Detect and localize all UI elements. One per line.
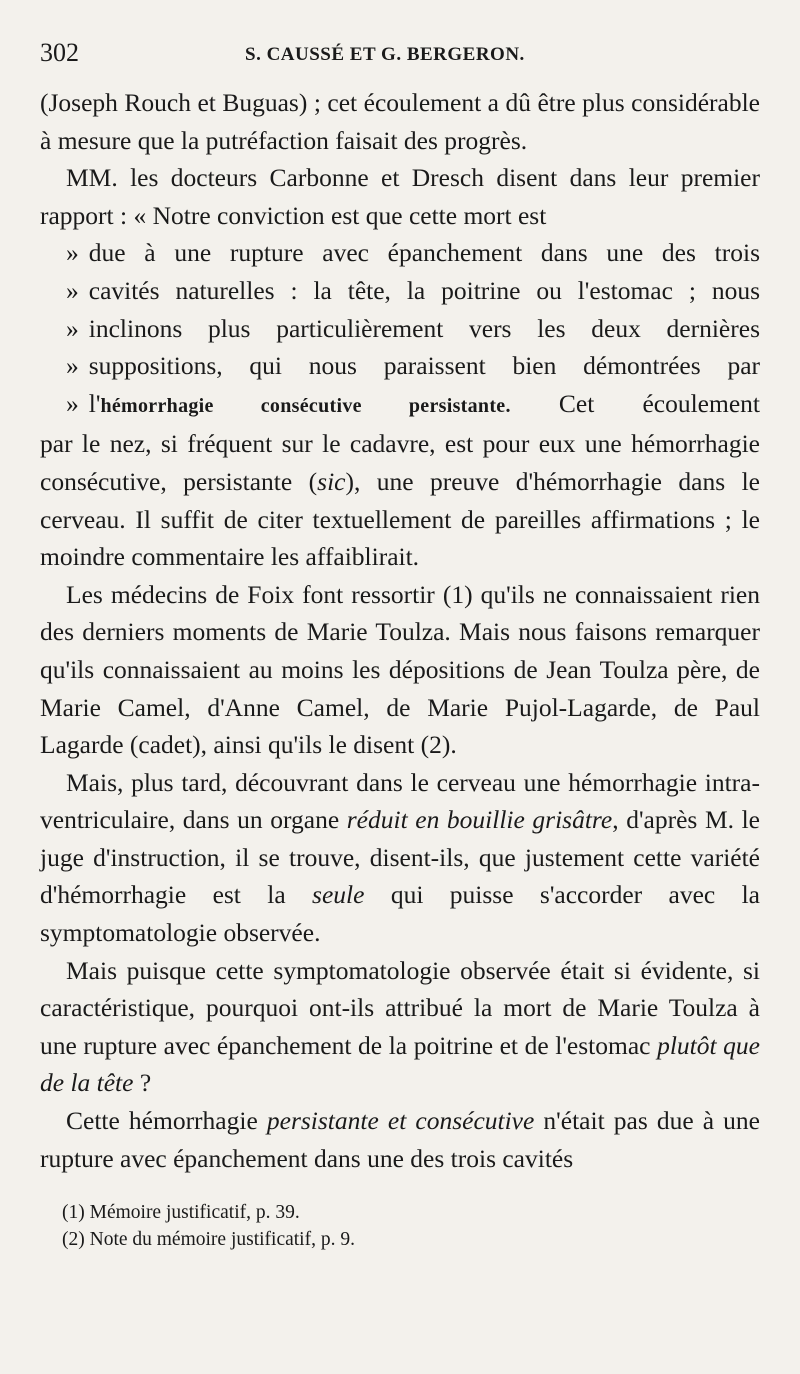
italic-phrase: réduit en bouillie grisâtre <box>346 805 613 835</box>
quote-mark: » <box>66 313 79 343</box>
quote-line-2: » cavités naturelles : la tête, la poitrine ou l'estomac ; nous <box>66 275 760 305</box>
quote-mark: » <box>66 238 79 268</box>
quote-line-5: » l'hémorrhagie consécutive persistante. Cet écoulement <box>66 388 760 418</box>
paragraph-2-intro: MM. les docteurs Carbonne et Dresch disent dans leur premier rapport : « Notre conviction est que cette mort est <box>40 163 760 230</box>
quote-mark: » <box>66 388 79 418</box>
quote-line-1: » due à une rupture avec épanchement dans une des trois <box>66 238 760 268</box>
quote-line-4: » suppositions, qui nous paraissent bien démontrées par <box>66 351 760 381</box>
page-number: 302 <box>40 38 79 67</box>
paragraph-1: (Joseph Rouch et Buguas) ; cet écoulement a dû être plus considérable à mesure que la putréfaction faisait des progrès. <box>40 88 760 155</box>
italic-phrase: persistante et consécutive <box>266 1106 535 1136</box>
body-text <box>40 84 760 1177</box>
footnote-1: (1) Mémoire justificatif, p. 39. <box>62 1202 300 1224</box>
paragraph-4: Mais, plus tard, découvrant dans le cerveau une hémorrhagie intra-ventriculaire, dans un organe réduit en bouillie grisâtre, d'après M. le juge d'instruction, il se trouve, disent-ils, que justement cette variété d'hémorrhagie est la seule qui puisse s'accorder avec la symptomatologie observée. <box>40 767 761 948</box>
footnotes <box>40 1199 760 1253</box>
quote-mark: » <box>66 351 79 381</box>
italic-phrase: plutôt que de la tête <box>40 1030 760 1098</box>
footnote-2: (2) Note du mémoire justificatif, p. 9. <box>62 1229 355 1251</box>
bold-phrase: hémorrhagie consécutive persistante. <box>100 394 511 417</box>
quote-mark: » <box>66 275 79 305</box>
paragraph-3: Les médecins de Foix font ressortir (1) qu'ils ne connaissaient rien des derniers moments de Marie Toulza. Mais nous faisons remarquer qu'ils connaissaient au moins les dépositions de Jean Toulza père, de Marie Camel, d'Anne Camel, de Marie Pujol-Lagarde, de Paul Lagarde (cadet), ainsi qu'ils le disent (2). <box>40 579 760 760</box>
paragraph-6: Cette hémorrhagie persistante et consécutive n'était pas due à une rupture avec épanchement dans une des trois cavités <box>40 1106 761 1173</box>
sic-italic: sic <box>317 466 346 496</box>
paragraph-2: MM. les docteurs Carbonne et Dresch disent dans leur premier rapport : « Notre conviction est que cette mort est » due à une rupture avec épanchement dans une des trois » cavités naturelles : la tête, la poitrine ou l'estomac ; nous » inclinons plus particulièrement vers les deux dernières » suppositions, qui nous paraissent bien démontrées par » l'hémorrhagie consécutive persistante. Cet écoulement par le nez, si fréquent sur le cadavre, est pour eux une hémorrhagie consécutive, persistante (sic), une preuve d'hémorrhagie dans le cerveau. Il suffit de citer textuellement de pareilles affirmations ; le moindre commentaire les affaiblirait. <box>40 163 760 572</box>
quote-line-3: » inclinons plus particulièrement vers les deux dernières <box>66 313 760 343</box>
paragraph-5: Mais puisque cette symptomatologie observée était si évidente, si caractéristique, pourquoi ont-ils attribué la mort de Marie Toulza à une rupture avec épanchement de la poitrine et de l'estomac plutôt que de la tête ? <box>40 955 760 1098</box>
running-head <box>40 38 760 78</box>
running-title: S. CAUSSÉ ET G. BERGERON. <box>245 44 525 65</box>
italic-word: seule <box>312 880 365 910</box>
